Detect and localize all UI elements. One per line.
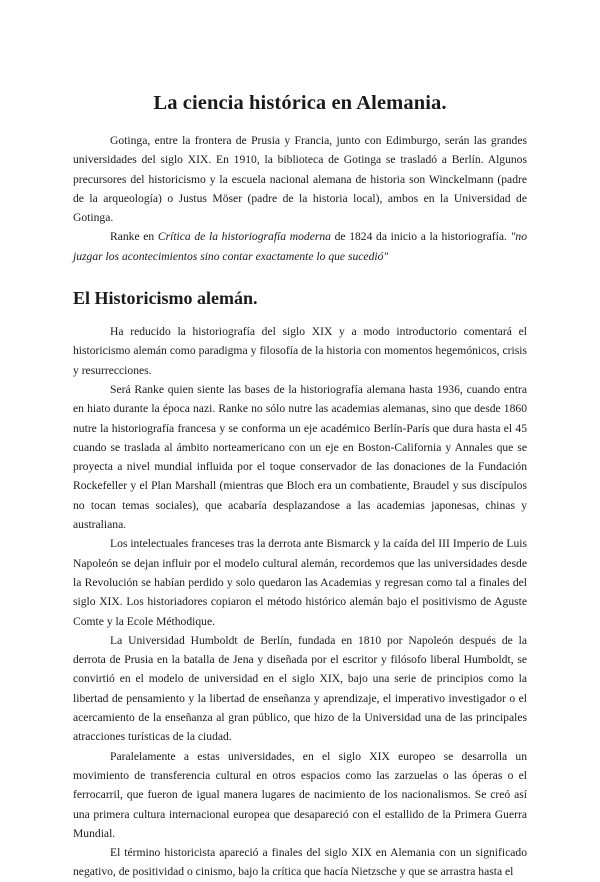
page-title: La ciencia histórica en Alemania. [153, 92, 447, 114]
body-paragraph: El término historicista apareció a finales del siglo XIX en Alemania con un significado negativo, de positividad o cinismo, bajo la crítica que hacía Nietzsche y que se arrastra hasta el [73, 846, 527, 879]
intro-paragraph: Gotinga, entre la frontera de Prusia y Francia, junto con Edimburgo, serán las grandes universidades del siglo XIX. En 1910, la biblioteca de Gotinga se trasladó a Berlín. Algunos precursores del historicismo y la escuela nacional alemana de historia son Winckelmann (padre de la arqueología) o Justus Möser (padre de la historia local), ambos en la Universidad de Gotinga. [73, 134, 527, 225]
body-paragraph: Será Ranke quien siente las bases de la historiografía alemana hasta 1936, cuando entra en hiato durante la época nazi. Ranke no sólo nutre las academias alemanas, sino que desde 1860 nutre la historiografía francesa y se conforma un eje académico Berlín-París que dura hasta el 45 cuando se traslada al ámbito norteamericano con un eje en Boston-California y Annales que se proyecta a nivel mundial influida por el toque conservador de las donaciones de la Fundación Rockefeller y el Plan Marshall (mientras que Bloch era un combatiente, Braudel y sus discípulos no tocan temas sociales), que acabaría desplazandose a las academias japonesas, chinas y australiana. [73, 382, 527, 532]
ranke-quote: "no juzgar los acontecimientos sino contar exactamente lo que sucedió" [73, 230, 527, 263]
section-heading: El Historicismo alemán. [73, 288, 258, 309]
body-paragraph: Paralelamente a estas universidades, en el siglo XIX europeo se desarrolla un movimiento de transferencia cultural en otros espacios como las zarzuelas o las óperas o el ferrocarril, que fueron de igual manera lugares de nacimiento de los nacionalismos. Se creó así una primera cultura internacional europea que desapareció con el estallido de la Primera Guerra Mundial. [73, 749, 527, 840]
body-paragraph: Los intelectuales franceses tras la derrota ante Bismarck y la caída del III Imperio de Luis Napoleón se dejan influir por el modelo cultural alemán, recordemos que las universidades desde la Revolución se habían perdido y solo quedaron las Academias y regresan como tal a finales del siglo XIX. Los historiadores copiaron el método histórico alemán bajo el positivismo de Aguste Comte y la Ecole Méthodique. [73, 537, 527, 628]
book-title: Crítica de la historiografía moderna [157, 230, 331, 244]
ranke-paragraph [73, 227, 527, 266]
body-paragraph: Ha reducido la historiografía del siglo XIX y a modo introductorio comentará el historicismo alemán como paradigma y filosofía de la historia con momentos hegemónicos, crisis y resurrecciones. [73, 325, 527, 377]
ranke-text-before: Ranke en [110, 230, 158, 244]
body-paragraph: La Universidad Humboldt de Berlín, fundada en 1810 por Napoleón después de la derrota de Prusia en la batalla de Jena y diseñada por el escritor y filósofo liberal Humboldt, se convirtió en el modelo de universidad en el siglo XIX, bajo una serie de principios como la libertad de pensamiento y la libertad de enseñanza y aprendizaje, el imperativo investigador o el acercamiento de la enseñanza al gran público, que hizo de la Universidad una de las principales atracciones turísticas de la ciudad. [73, 633, 527, 744]
ranke-text-middle: de 1824 da inicio a la historiografía. [330, 230, 511, 244]
